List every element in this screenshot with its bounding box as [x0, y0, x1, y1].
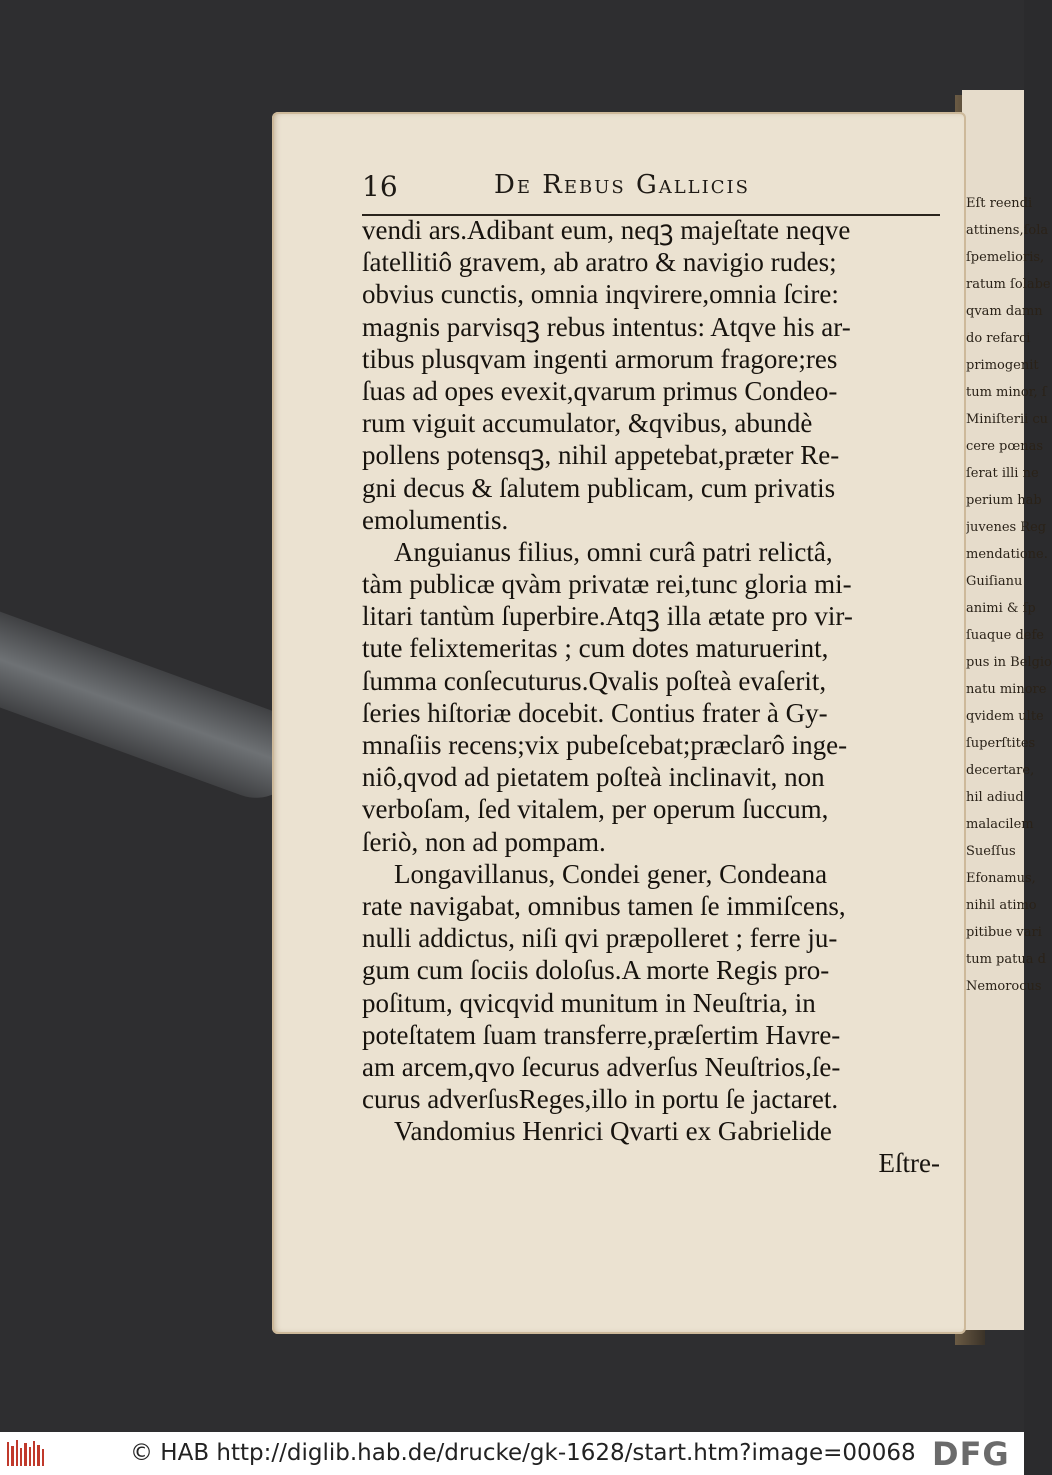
text-line: vendi ars.Adibant eum, neqꝫ majeſtate neqve [362, 215, 851, 245]
text-line: curus adverſusReges,illo in portu ſe jactaret. [362, 1084, 839, 1115]
text-line: niô,qvod ad pietatem poſteà inclinavit, non [362, 762, 825, 793]
text-line: tibus plusqvam ingenti armorum fragore;res [362, 343, 838, 374]
facing-page-line: cere pœnas [966, 439, 1043, 454]
text-line: tàm publicæ qvàm privatæ rei,tunc gloria mi- [362, 569, 852, 600]
facing-page-line: tum minor, ſ [966, 385, 1047, 400]
text-line: rum viguit accumulator, &qvibus, abundè [362, 408, 813, 439]
facing-page-line: ſuperſtites [966, 736, 1036, 751]
running-title: De Rebus Gallicis [494, 170, 750, 200]
text-line: verboſam, ſed vitalem, per operum ſuccum, [362, 794, 829, 825]
facing-page-line: juvenes Reg [966, 520, 1047, 535]
facing-page-line: perium hab [966, 493, 1042, 508]
facing-page-line: Guiſianu [966, 574, 1023, 589]
text-line: poteſtatem ſuam transferre,præſertim Havre- [362, 1019, 841, 1050]
facing-page [962, 90, 1052, 1330]
facing-page-line: animi & ſp [966, 601, 1036, 616]
facing-page-line: mendatione. [966, 547, 1048, 562]
text-line: pollens potensqꝫ, nihil appetebat,præter Re- [362, 440, 840, 471]
dfg-logo: DFG [932, 1435, 1010, 1473]
facing-page-line: pus in Belgio [966, 655, 1052, 670]
facing-page-line: nihil atimo [966, 898, 1037, 913]
text-line: emolumentis. [362, 504, 509, 535]
text-line: litari tantùm ſuperbire.Atqꝫ illa ætate pro vir- [362, 601, 853, 632]
facing-page-line: malacilem [966, 817, 1034, 832]
facing-page-line: ſpemelioris, [966, 250, 1045, 265]
facing-page-line: Eſt reendi [966, 196, 1033, 211]
text-line: ſatellitiô gravem, ab aratro & navigio rudes; [362, 247, 837, 278]
facing-page-line: attinens,ſola [966, 223, 1049, 238]
facing-page-line: natu minore [966, 682, 1047, 697]
text-line: ſuas ad opes evexit,qvarum primus Condeo- [362, 375, 838, 406]
text-line: Longavillanus, Condei gener, Condeana [394, 858, 828, 889]
page-header [362, 168, 942, 208]
facing-page-line: Efonamus, [966, 871, 1036, 886]
facing-page-line: pitibue vari [966, 925, 1042, 940]
text-line: ſumma conſecuturus.Qvalis poſteà evaſerit, [362, 665, 827, 696]
text-line: Vandomius Henrici Qvarti ex Gabrielide [394, 1116, 832, 1147]
facing-page-line: qvidem ulte [966, 709, 1044, 724]
facing-page-line: ratum ſolabe [966, 277, 1051, 292]
facing-page-line: Nemorocus [966, 979, 1042, 994]
facing-page-line: tum patua d [966, 952, 1046, 967]
text-line: am arcem,qvo ſecurus adverſus Neuſtrios,ſe- [362, 1051, 841, 1082]
text-line: gum cum ſociis doloſus.A morte Regis pro- [362, 955, 830, 986]
facing-page-line: qvam damn [966, 304, 1043, 319]
text-line: ſeries hiſtoriæ docebit. Contius frater à Gy- [362, 697, 828, 728]
text-line: tute felixtemeritas ; cum dotes maturuerint, [362, 633, 829, 664]
footer-bar [0, 1432, 1024, 1475]
facing-page-line: Miniſterii cu [966, 412, 1049, 427]
text-line: ſeriò, non ad pompam. [362, 826, 606, 857]
facing-page-line: primogenit [966, 358, 1039, 373]
hab-barcode-logo-icon [6, 1438, 46, 1468]
facing-page-line: ſuaque defe [966, 628, 1044, 643]
facing-page-line: do refarci [966, 331, 1031, 346]
facing-page-line: ſerat illi ne [966, 466, 1039, 481]
text-line: gni decus & ſalutem publicam, cum privatis [362, 472, 836, 503]
text-line: magnis parvisqꝫ rebus intentus: Atqve his ar- [362, 311, 851, 342]
facing-page-line: hil adiud [966, 790, 1024, 805]
catchword: Eſtre- [878, 1148, 940, 1179]
text-line: Anguianus filius, omni curâ patri relictâ, [394, 536, 833, 567]
page-text [362, 214, 940, 1180]
text-line: rate navigabat, omnibus tamen ſe immiſcens, [362, 890, 846, 921]
text-line: nulli addictus, niſi qvi præpolleret ; ferre ju- [362, 923, 838, 954]
facing-page-line: decertare, [966, 763, 1035, 778]
text-line: obvius cunctis, omnia inqvirere,omnia ſcire: [362, 279, 839, 310]
text-line: poſitum, qvicqvid munitum in Neuſtria, in [362, 987, 816, 1018]
facing-page-line: Sueſſus [966, 844, 1016, 859]
copyright-url: © HAB http://diglib.hab.de/drucke/gk-1628/start.htm?image=00068 [130, 1440, 916, 1466]
text-line: mnaſiis recens;vix pubeſcebat;præclarô inge- [362, 730, 848, 760]
page-number: 16 [362, 170, 398, 203]
